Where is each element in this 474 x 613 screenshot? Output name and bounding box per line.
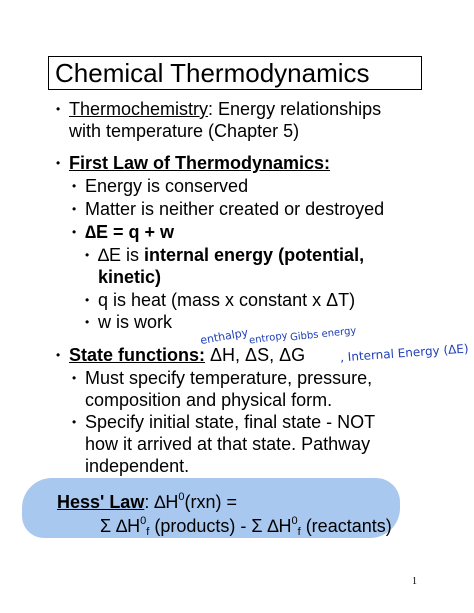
specify-state-line-3: independent.: [85, 456, 190, 476]
bullet-icon: •: [72, 415, 77, 429]
hess-sup: 0: [178, 491, 185, 503]
internal-energy-line: [98, 244, 364, 266]
bullet-icon: •: [85, 315, 90, 329]
hess-formula-line: [100, 510, 392, 543]
first-law-equation: ∆E = q + w: [85, 222, 175, 242]
hess-sub: f: [297, 526, 301, 538]
hess-products: (products) - Σ ∆H: [149, 516, 292, 536]
hess-sup: 0: [291, 515, 298, 527]
hess-rxn: (rxn) =: [184, 492, 237, 512]
heat-line: q is heat (mass x constant x ΔT): [98, 290, 356, 310]
thermochemistry-rest: : Energy relationships: [208, 99, 382, 119]
bullet-icon: •: [85, 293, 90, 307]
handwritten-gibbs: Gibbs energy: [289, 325, 357, 344]
work-line: w is work: [98, 312, 173, 332]
hess-law-line: [57, 486, 237, 513]
specify-state-line-2: how it arrived at that state. Pathway: [85, 434, 371, 454]
state-functions-vars: ΔH, ΔS, ΔG: [205, 345, 306, 365]
bullet-icon: •: [56, 156, 61, 170]
internal-energy-line-2: kinetic): [98, 267, 162, 287]
handwritten-entropy: entropy: [248, 330, 289, 347]
specify-state-line: Specify initial state, final state - NOT: [85, 412, 376, 432]
hess-law-dh: : ∆H: [144, 492, 179, 512]
hess-sigma: Σ ∆H: [100, 516, 141, 536]
matter-line: Matter is neither created or destroyed: [85, 199, 385, 219]
hess-sub: f: [146, 526, 150, 538]
bullet-icon: •: [72, 371, 77, 385]
hess-law-label: Hess' Law: [57, 492, 145, 512]
bullet-icon: •: [56, 348, 61, 362]
page-number: 1: [412, 576, 417, 587]
page-title: Chemical Thermodynamics: [55, 58, 370, 88]
bullet-icon: •: [56, 102, 61, 116]
first-law-heading: First Law of Thermodynamics:: [69, 153, 331, 173]
state-functions-heading: State functions:: [69, 345, 206, 365]
hess-sup: 0: [140, 515, 147, 527]
title-box: [48, 56, 422, 90]
thermochemistry-line-2: with temperature (Chapter 5): [69, 121, 300, 141]
internal-energy-bold: internal energy (potential,: [144, 245, 365, 265]
bullet-icon: •: [85, 248, 90, 262]
must-specify-line: Must specify temperature, pressure,: [85, 368, 373, 388]
bullet-icon: •: [72, 202, 77, 216]
state-functions-line: [69, 344, 305, 366]
thermochemistry-term: Thermochemistry: [69, 99, 209, 119]
bullet-icon: •: [72, 179, 77, 193]
handwritten-enthalpy: enthalpy: [199, 325, 250, 348]
bullet-icon: •: [72, 225, 77, 239]
internal-energy-prefix: ∆E is: [98, 245, 145, 265]
must-specify-line-2: composition and physical form.: [85, 390, 333, 410]
thermochemistry-line: [69, 98, 381, 120]
handwritten-internal-energy: , Internal Energy (ΔE): [339, 341, 470, 365]
energy-conserved: Energy is conserved: [85, 176, 249, 196]
hess-reactants: (reactants): [300, 516, 392, 536]
